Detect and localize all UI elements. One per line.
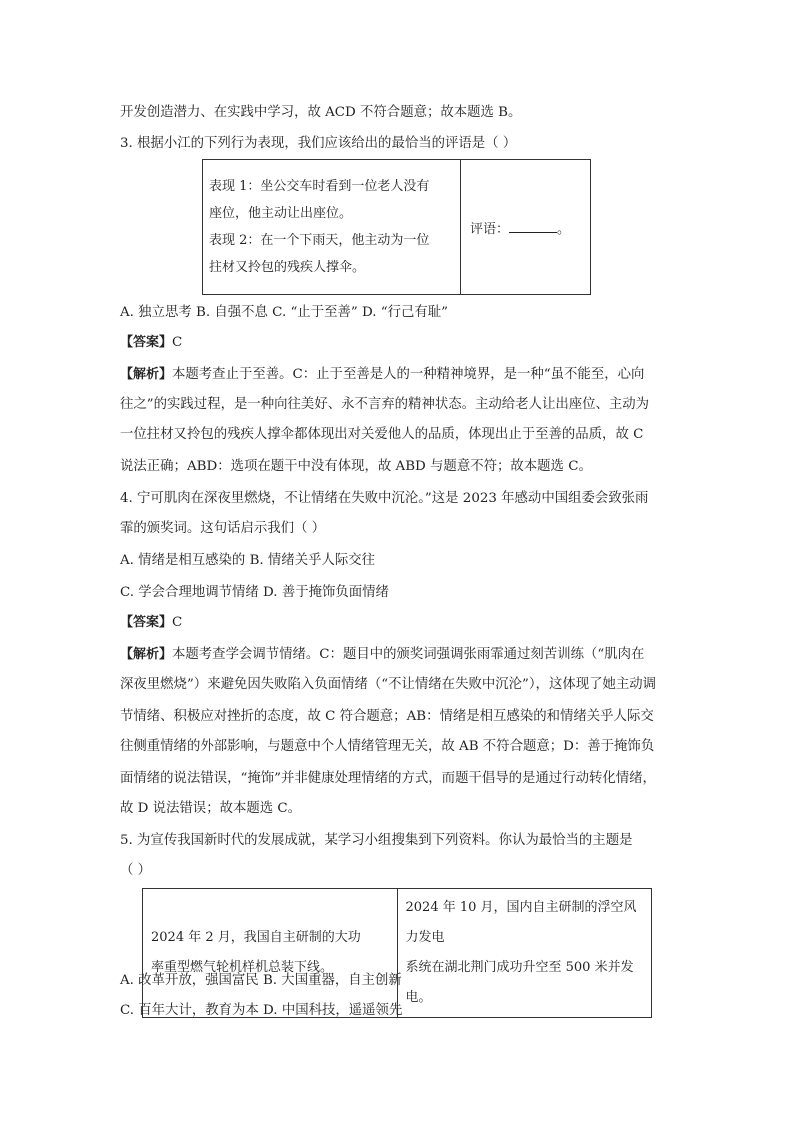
analysis-line: 说法正确；ABD：选项在题干中没有体现，故 ABD 与题意不符；故本题选 C。 xyxy=(120,459,592,474)
question-5-options: C. 百年大计，教育为本 D. 中国科技，遥遥领先 xyxy=(120,1003,403,1018)
analysis-line: 往侧重情绪的外部影响，与题意中个人情绪管理无关，故 AB 不符合题意；D：善于掩饰负 xyxy=(120,739,655,754)
question-4-stem-cont: 霏的颁奖词。这句话启示我们（ ） xyxy=(120,521,326,536)
question-4-answer xyxy=(120,614,690,631)
analysis-text: 本题考查学会调节情绪。C：题目中的颁奖词强调张雨霏通过刻苦训练（“肌肉在 xyxy=(172,647,645,662)
behavior-line: 表现 1：坐公交车时看到一位老人没有 xyxy=(209,179,430,194)
question-3-analysis xyxy=(120,366,690,383)
question-5-table xyxy=(142,888,652,1018)
analysis-line: 深夜里燃烧”）来避免因失败陷入负面情绪（“不让情绪在失败中沉沦”），这体现了她主动调 xyxy=(120,677,657,692)
question-4-options: C. 学会合理地调节情绪 D. 善于掩饰负面情绪 xyxy=(120,585,389,600)
analysis-tag: 【解析】 xyxy=(120,367,173,382)
question-5-stem: 5. 为宣传我国新时代的发展成就，某学习小组搜集到下列资料。你认为最恰当的主题是 xyxy=(120,833,633,848)
text-line: 开发创造潜力、在实践中学习，故 ACD 不符合题意；故本题选 B。 xyxy=(120,105,522,120)
analysis-line: 故 D 说法错误；故本题选 C。 xyxy=(120,801,302,816)
material-line: 2024 年 2 月，我国自主研制的大功 xyxy=(151,930,361,945)
comment-cell xyxy=(461,160,591,295)
answer-blank xyxy=(509,220,557,233)
question-3-table xyxy=(202,159,591,295)
material-cell-right xyxy=(397,889,652,1018)
answer-value: C xyxy=(172,335,183,350)
material-line: 系统在湖北荆门成功升空至 500 米并发电。 xyxy=(405,960,634,1005)
analysis-line: 往之”的实践过程，是一种向往美好、永不言弃的精神状态。主动给老人让出座位、主动为 xyxy=(120,397,650,412)
question-5-stem-cont: （ ） xyxy=(120,863,152,878)
analysis-line: 面情绪的说法错误，“掩饰”并非健康处理情绪的方式，而题干倡导的是通过行动转化情绪， xyxy=(120,771,656,786)
answer-tag: 【答案】 xyxy=(120,335,173,350)
question-5-options: A. 改革开放，强国富民 B. 大国重器，自主创新 xyxy=(120,973,402,988)
question-4-analysis xyxy=(120,646,690,663)
comment-end: 。 xyxy=(557,221,571,237)
question-4-stem: 4. 宁可肌肉在深夜里燃烧，不让情绪在失败中沉沦。”这是 2023 年感动中国组委会致张雨 xyxy=(120,491,649,506)
analysis-line: 一位拄材又拎包的残疾人撑伞都体现出对关爱他人的品质，体现出止于至善的品质，故 C xyxy=(120,427,644,442)
question-3-answer xyxy=(120,334,690,351)
analysis-tag: 【解析】 xyxy=(120,647,173,662)
analysis-line: 节情绪、积极应对挫折的态度，故 C 符合题意；AB：情绪是相互感染的和情绪关乎人际交 xyxy=(120,709,654,724)
question-3-stem: 3. 根据小江的下列行为表现，我们应该给出的最恰当的评语是（ ） xyxy=(120,136,517,151)
answer-value: C xyxy=(172,615,183,630)
question-3-options: A. 独立思考 B. 自强不息 C. “止于至善” D. “行己有耻” xyxy=(120,305,448,320)
behavior-cell xyxy=(203,160,461,295)
answer-tag: 【答案】 xyxy=(120,615,173,630)
material-line: 2024 年 10 月，国内自主研制的浮空风力发电 xyxy=(405,900,637,945)
behavior-line: 表现 2：在一个下雨天，他主动为一位 xyxy=(209,233,430,248)
comment-label: 评语： xyxy=(470,221,510,237)
behavior-line: 座位，他主动让出座位。 xyxy=(209,206,353,221)
analysis-text: 本题考查止于至善。C：止于至善是人的一种精神境界，是一种“虽不能至，心向 xyxy=(172,367,645,382)
question-4-options: A. 情绪是相互感染的 B. 情绪关乎人际交往 xyxy=(120,553,376,568)
material-cell-left xyxy=(143,889,398,1018)
material-line: 率重型燃气轮机样机总装下线。 xyxy=(151,960,334,975)
behavior-line: 拄材又拎包的残疾人撑伞。 xyxy=(209,260,366,275)
